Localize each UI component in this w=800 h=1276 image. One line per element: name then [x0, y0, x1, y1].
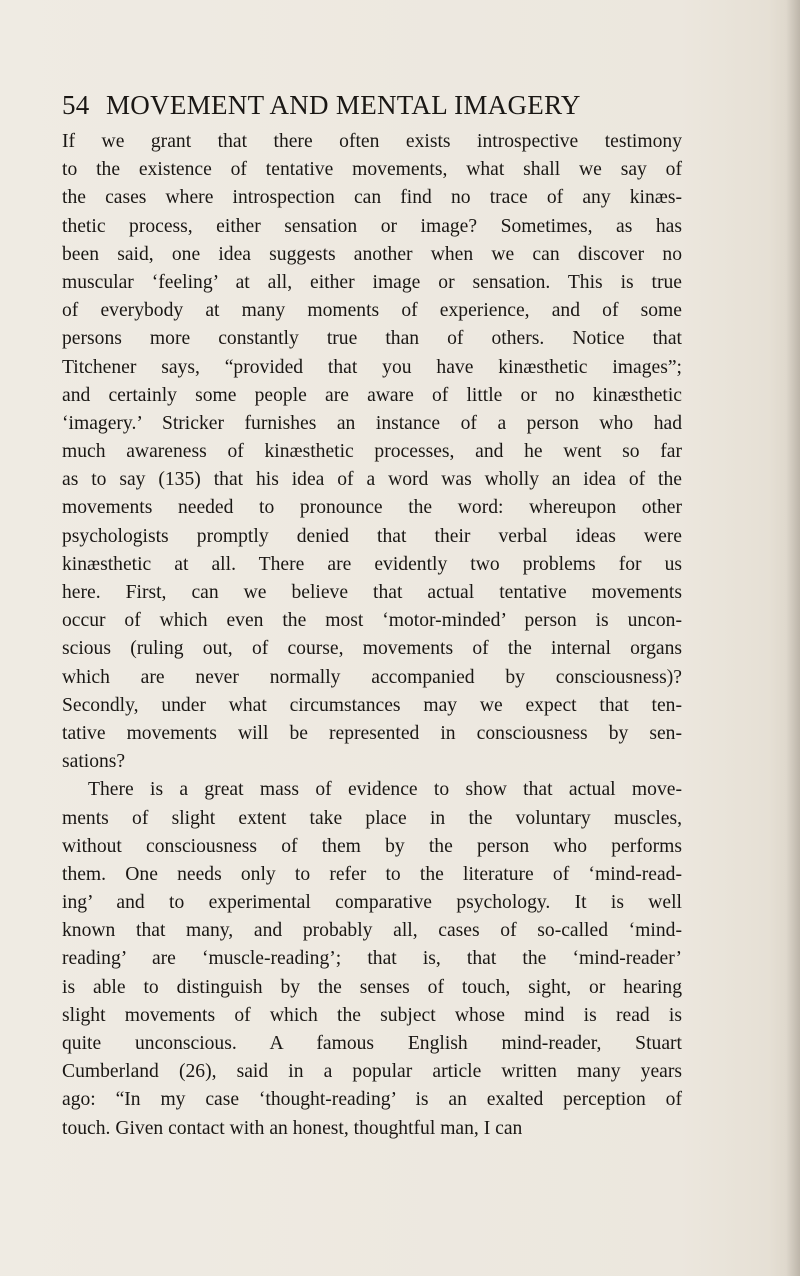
text-line: psychologists promptly denied that their verbal ideas were	[62, 525, 682, 547]
text-line: them. One needs only to refer to the literature of ‘mind-read-	[62, 863, 682, 885]
text-line: If we grant that there often exists introspective testimony	[62, 131, 682, 152]
page-header	[62, 90, 682, 126]
text-line: ‘imagery.’ Stricker furnishes an instance of a person who had	[62, 412, 682, 434]
text-line: is able to distinguish by the senses of touch, sight, or hearing	[62, 976, 682, 998]
text-line: the cases where introspection can find no trace of any kinæs-	[62, 187, 682, 209]
text-line: been said, one idea suggests another when we can discover no	[62, 243, 682, 265]
text-line: thetic process, either sensation or image? Sometimes, as has	[62, 215, 682, 237]
text-line: much awareness of kinæsthetic processes, and he went so far	[62, 441, 682, 463]
text-line: kinæsthetic at all. There are evidently two problems for us	[62, 553, 682, 575]
text-line: muscular ‘feeling’ at all, either image or sensation. This is true	[62, 271, 682, 293]
text-line: movements needed to pronounce the word: whereupon other	[62, 497, 682, 519]
text-line: quite unconscious. A famous English mind-reader, Stuart	[62, 1033, 682, 1054]
text-line: ing’ and to experimental comparative psychology. It is well	[62, 892, 682, 914]
text-line: known that many, and probably all, cases of so-called ‘mind-	[62, 920, 682, 942]
text-line: ments of slight extent take place in the voluntary muscles,	[62, 807, 682, 829]
paragraph	[62, 128, 682, 776]
text-line: reading’ are ‘muscle-reading’; that is, that the ‘mind-reader’	[62, 948, 682, 970]
text-line: Cumberland (26), said in a popular article written many years	[62, 1061, 682, 1083]
text-line: ago: “In my case ‘thought-reading’ is an exalted perception of	[62, 1089, 682, 1111]
text-line: tative movements will be represented in consciousness by sen-	[62, 722, 682, 744]
text-line: to the existence of tentative movements, what shall we say of	[62, 159, 682, 181]
text-line: slight movements of which the subject whose mind is read is	[62, 1004, 682, 1026]
text-line: of everybody at many moments of experience, and of some	[62, 300, 682, 322]
text-line: sations?	[62, 751, 126, 773]
page-edge-shadow	[786, 0, 800, 1276]
text-line: which are never normally accompanied by consciousness)?	[62, 666, 682, 688]
text-line: as to say (135) that his idea of a word was wholly an idea of the	[62, 469, 682, 491]
text-line: occur of which even the most ‘motor-minded’ person is uncon-	[62, 610, 682, 632]
paragraph	[62, 776, 682, 1142]
text-line: persons more constantly true than of others. Notice that	[62, 328, 682, 350]
text-line: scious (ruling out, of course, movements of the internal organs	[62, 638, 682, 660]
text-line: Titchener says, “provided that you have kinæsthetic images”;	[62, 356, 682, 378]
text-line: There is a great mass of evidence to show that actual move-	[88, 779, 682, 801]
text-line: Secondly, under what circumstances may we expect that ten-	[62, 694, 682, 716]
text-line: here. First, can we believe that actual tentative movements	[62, 582, 682, 603]
running-head: MOVEMENT AND MENTAL IMAGERY	[106, 90, 581, 120]
page-number: 54	[62, 90, 90, 120]
text-line: and certainly some people are aware of little or no kinæsthetic	[62, 384, 682, 406]
text-line: without consciousness of them by the person who performs	[62, 835, 682, 857]
body-text	[62, 128, 682, 1143]
text-line: touch. Given contact with an honest, thoughtful man, I can	[62, 1117, 523, 1139]
